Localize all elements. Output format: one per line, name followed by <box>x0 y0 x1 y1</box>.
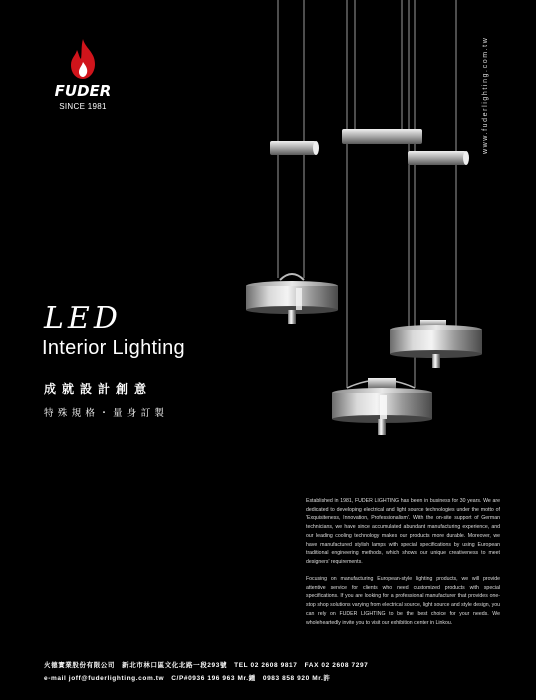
slogan-line-1: 成就設計創意 <box>44 382 153 396</box>
brand-logo <box>38 38 128 111</box>
website-vertical <box>482 36 494 158</box>
footer-contact-info: e-mail joff@fuderlighting.com.tw C/P#0936 196 963 Mr.鍾 0983 858 920 Mr.許 <box>44 675 331 682</box>
body-paragraph-2: Focusing on manufacturing European-style lighting products, we will provide attentive service for clients who need customized products with special specifications. If you are looking for a professional manufacturer that provides one-stop shop solutions varying from electrical source, light source and style design, you can rely on FUDER LIGHTING to be the best choice for your needs. We wholeheartedly invite you to visit our exhibition center in Linkou. <box>306 576 500 626</box>
headline-led: LED <box>44 301 122 336</box>
slogan-line-2: 特殊規格・量身訂製 <box>44 408 169 419</box>
brand-since: SINCE 1981 <box>59 102 107 111</box>
website-text: www.fuderlighting.com.tw <box>482 36 489 154</box>
body-paragraph-1: Established in 1981, FUDER LIGHTING has been in business for 30 years. We are dedicated to developing electrical and light source technologies under the motto of 'Exquisiteness, Innovation, Professionalism'. With the on-site support of German technicians, we have since accumulated abundant manufacturing experience, and our leading cooling technology makes our products more durable. Moreover, we have manufactured stylish lamps with special specifications by using European traditional engineering methods, which shows our unique creativeness to meet designers' requirements. <box>306 498 500 565</box>
pendant-lamp-right <box>390 320 482 368</box>
flame-icon <box>67 38 99 80</box>
pendant-lamp-left <box>246 274 338 324</box>
footer-company-info: 火德實業股份有限公司 新北市林口區文化北路一段293號 TEL 02 2608 9817 FAX 02 2608 7297 <box>44 662 369 669</box>
ceiling-canopies <box>270 129 469 165</box>
headline-subtitle: Interior Lighting <box>42 337 185 359</box>
brand-name: FUDER <box>54 82 112 100</box>
